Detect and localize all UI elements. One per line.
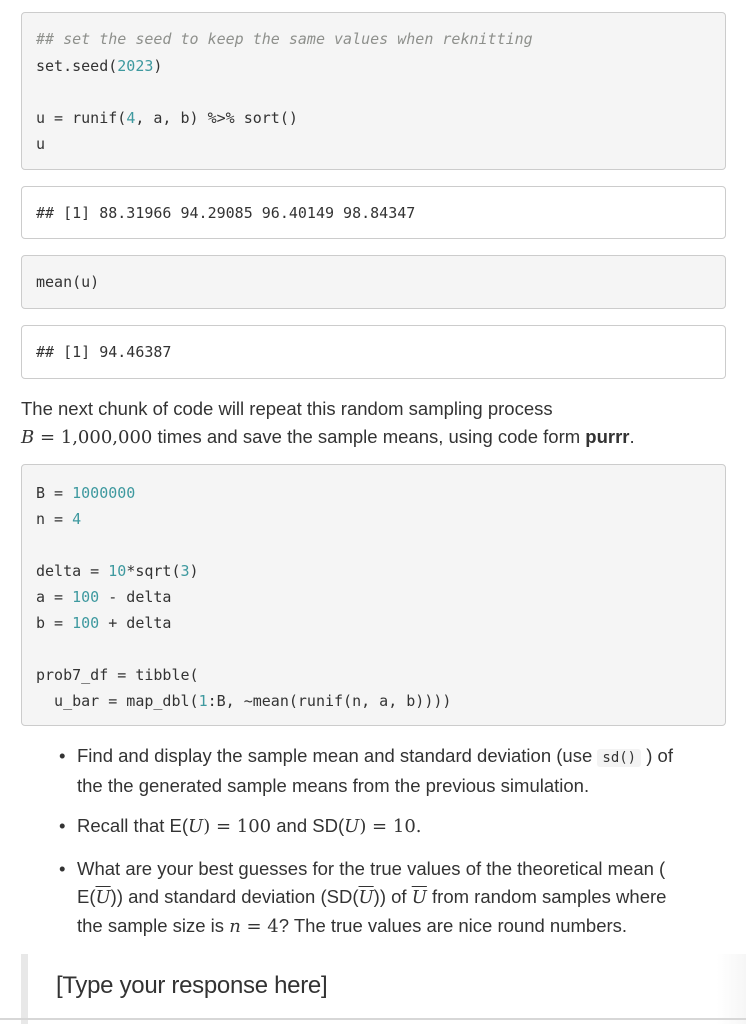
- code-line-u-assign: u = runif(4, a, b) %>% sort(): [36, 109, 298, 127]
- output-text: ## [1] 94.46387: [36, 343, 172, 361]
- inline-code-sd: sd(): [597, 749, 641, 767]
- code-comment: ## set the seed to keep the same values when reknitting: [36, 30, 533, 48]
- list-item-text: Recall that E(U) = 100 and SD(U) = 10.: [77, 815, 422, 837]
- code-line-u-print: u: [36, 135, 46, 153]
- code-line-B: B = 1000000: [36, 484, 136, 502]
- response-placeholder[interactable]: [Type your response here]: [56, 972, 328, 999]
- code-line-b: b = 100 + delta: [36, 614, 172, 632]
- list-item-text: Find and display the sample mean and standard deviation (use sd() ) of the the generated sample means from the previous simulation.: [77, 745, 673, 796]
- bottom-divider: [0, 1018, 746, 1020]
- output-text: ## [1] 88.31966 94.29085 96.40149 98.84347: [36, 204, 416, 222]
- list-item-text: What are your best guesses for the true values of the theoretical mean ( $E(\overline{U})$) and standard deviation $(SD(\overline{U}))$ of $\overline{U}$ from random samples where the sample size is n = 4? The true values are nice round numbers.: [77, 858, 667, 937]
- code-line-delta: delta = 10*sqrt(3): [36, 562, 199, 580]
- response-blockquote[interactable]: [21, 954, 746, 1024]
- code-output-u: [21, 186, 726, 239]
- paragraph-line-1: The next chunk of code will repeat this random sampling process: [21, 398, 553, 419]
- code-chunk-mean: [21, 255, 726, 309]
- bullet-dot: •: [59, 858, 66, 879]
- code-line-mean: mean(u): [36, 273, 100, 291]
- code-output-mean: [21, 325, 726, 379]
- code-line-u-bar: u_bar = map_dbl(1:B, ~mean(runif(n, a, b)))): [36, 692, 452, 710]
- paragraph-line-2: B = 1,000,000 times and save the sample means, using code form purrr.: [21, 426, 635, 448]
- list-item: [21, 742, 726, 802]
- code-chunk-seed: [21, 12, 726, 170]
- bullet-dot: •: [59, 745, 66, 766]
- code-line-a: a = 100 - delta: [36, 588, 172, 606]
- purrr-package-name: purrr: [585, 426, 630, 447]
- code-line-n: n = 4: [36, 510, 82, 528]
- bullet-dot: •: [59, 815, 66, 836]
- list-item: [21, 855, 726, 945]
- list-item: [21, 812, 726, 842]
- code-chunk-simulation: [21, 464, 726, 726]
- code-line-set-seed: set.seed(2023): [36, 57, 163, 75]
- code-line-prob7-df: prob7_df = tibble(: [36, 666, 199, 684]
- paragraph-intro: [21, 395, 726, 452]
